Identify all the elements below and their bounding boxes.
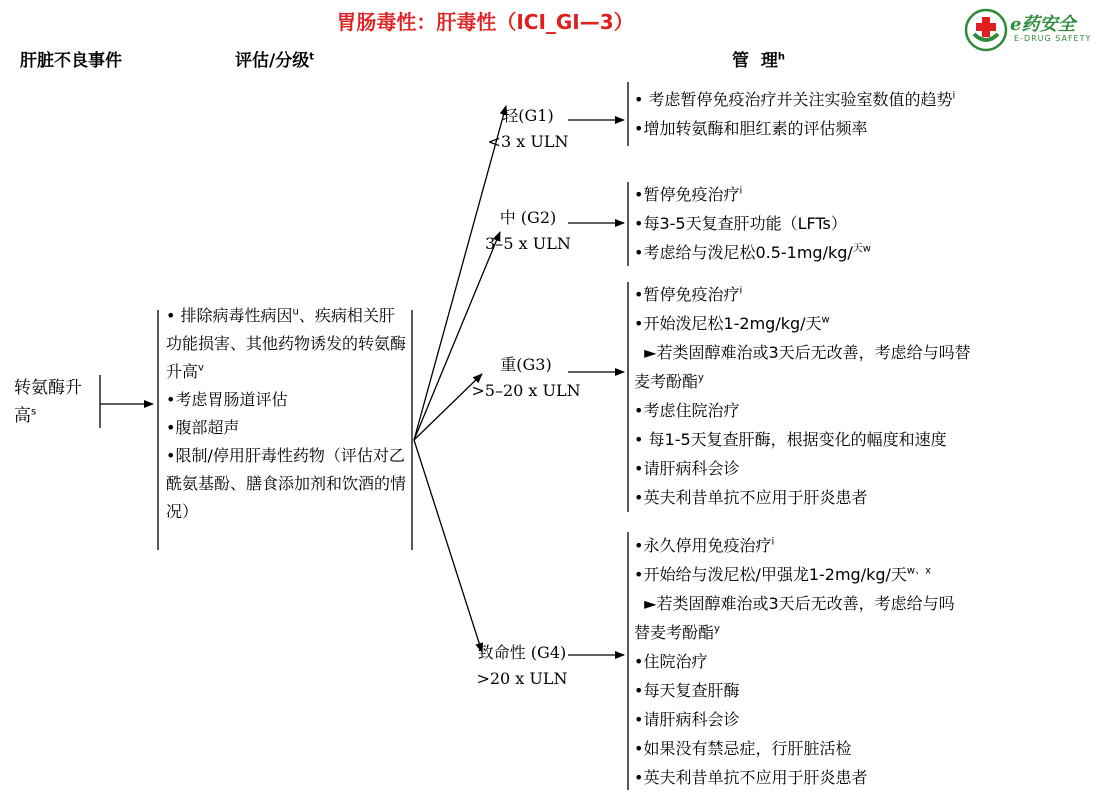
management-g1-list: [634, 85, 955, 143]
list-item: •英夫利昔单抗不应用于肝炎患者: [634, 768, 868, 787]
page-title: 胃肠毒性：肝毒性（ICI_GI—3）: [336, 10, 634, 34]
grade-g1: [478, 103, 578, 151]
list-item: •暂停免疫治疗$^i$: [634, 285, 743, 304]
arrow-to-g4: [414, 440, 482, 652]
grade-g2: [478, 205, 578, 253]
list-item: •开始给与泼尼松/甲强龙1-2mg/kg/天$^{w、x}$: [634, 565, 932, 584]
list-item: •每3-5天复查肝功能（LFTs）: [634, 214, 847, 233]
assessment-item: •腹部超声: [166, 418, 240, 437]
list-item: •如果没有禁忌症，行肝脏活检: [634, 739, 852, 758]
grade-name: 中 (G2): [499, 208, 557, 227]
logo-subtext: E-DRUG SAFETY: [1014, 34, 1092, 43]
list-item: ►若类固醇难治或3天后无改善，考虑给与吗替: [634, 343, 971, 362]
list-item: 麦考酚酯$^y$: [634, 372, 704, 391]
grade-name: 重(G3): [500, 355, 552, 374]
assessment-list: [166, 302, 410, 526]
grade-name: 致命性 (G4): [477, 643, 567, 662]
list-item: •增加转氨酶和胆红素的评估频率: [634, 119, 868, 138]
list-item: •请肝病科会诊: [634, 459, 740, 478]
event-transaminase-elevation: 转氨酶升高$^s$: [14, 378, 82, 426]
grade-threshold: <3 x ULN: [487, 132, 569, 151]
grade-g4: [462, 640, 582, 688]
list-item: • 考虑暂停免疫治疗并关注实验室数值的趋势$^i$: [634, 90, 956, 109]
grade-name: 轻(G1): [502, 106, 554, 125]
management-g3-list: [634, 280, 971, 512]
list-item: •英夫利昔单抗不应用于肝炎患者: [634, 488, 868, 507]
list-item: • 每1-5天复查肝酶，根据变化的幅度和速度: [634, 430, 947, 449]
list-item: •开始泼尼松1-2mg/kg/天$^w$: [634, 314, 830, 333]
assessment-item: •考虑胃肠道评估: [166, 390, 288, 409]
logo-text: e药安全: [1010, 14, 1076, 35]
header-management: 管 理$^h$: [732, 51, 785, 71]
header-assessment: 评估/分级$^t$: [235, 51, 314, 71]
list-item: •考虑给与泼尼松0.5-1mg/kg/$^{天w}$: [634, 243, 871, 262]
grade-g3: [468, 352, 584, 400]
list-item: 替麦考酚酯$^y$: [634, 623, 720, 642]
grade-threshold: >20 x ULN: [476, 669, 568, 688]
header-event: 肝脏不良事件: [20, 51, 122, 71]
assessment-item: • 排除病毒性病因$^u$、疾病相关肝功能损害、其他药物诱发的转氨酶升高$^v$: [166, 306, 407, 381]
grade-threshold: 3–5 x ULN: [485, 234, 571, 253]
list-item: •考虑住院治疗: [634, 401, 740, 420]
arrow-to-g2: [414, 232, 500, 440]
list-item: ►若类固醇难治或3天后无改善，考虑给与吗: [634, 594, 955, 613]
list-item: •请肝病科会诊: [634, 710, 740, 729]
list-item: •永久停用免疫治疗$^i$: [634, 536, 775, 555]
grade-threshold: >5–20 x ULN: [471, 381, 581, 400]
list-item: •暂停免疫治疗$^i$: [634, 185, 743, 204]
list-item: •每天复查肝酶: [634, 681, 740, 700]
list-item: •住院治疗: [634, 652, 708, 671]
assessment-item: •限制/停用肝毒性药物（评估对乙 酰氨基酚、膳食添加剂和饮酒的情况）: [166, 446, 407, 521]
management-g2-list: [634, 180, 871, 267]
management-g4-list: [634, 531, 955, 792]
